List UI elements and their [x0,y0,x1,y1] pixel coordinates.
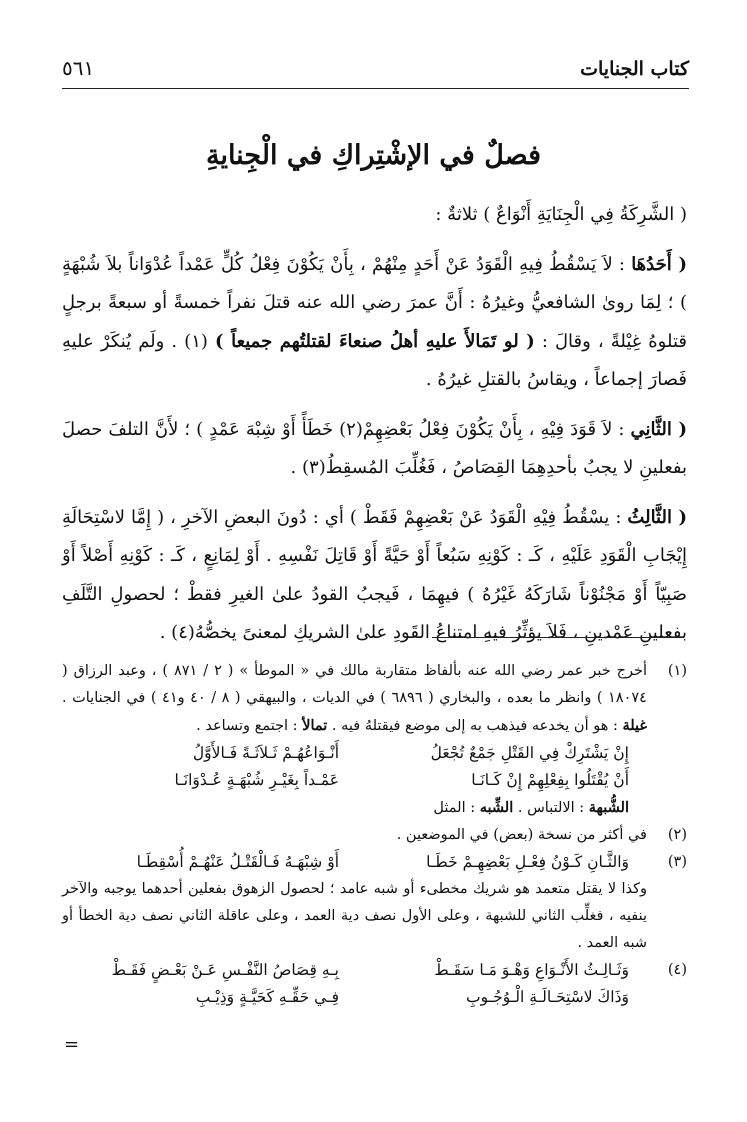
gloss-term: الشِّبه [479,799,514,816]
verse-hemistich: بِـهِ قِصَاصُ النَّفْـسِ عَـنْ بَعْـضٍ فَقَـطْ [111,961,340,979]
verse-hemistich: عَمْـداً بِغَيْـرِ شُبْهَـةٍ عُـدْوَانَـا [174,771,340,789]
verse-line [62,984,647,1011]
verse-hemistich: أَوْ شِبْهَـهُ فَـالْقَتْـلُ عَنْهُـمْ أُسْقِطَـا [136,853,340,871]
footnote-number: (١) [667,663,687,679]
page-number: ٥٦١ [62,56,95,80]
verse-hemistich: أَنْـوَاعُهُـمْ ثَـلاَثَـةً فَـالأَوَّلُ [192,744,340,762]
gloss-line [62,794,647,822]
verse-hemistich: أَنْ يُقْتَلُوا بِفِعْلِهِمْ إِنْ كَـانَـا [471,771,629,789]
gloss-definition: : هو أن يخدعه فيذهب به إلى موضع فيقتلهُ فيه . [331,718,618,734]
verse-hemistich: وَثَـالِـثُ الأَنْـوَاعِ وَهْـوَ مَـا سَقَـطْ [434,961,629,979]
paragraph-third [62,499,687,653]
footnote-2 [62,822,687,849]
verse-line [62,849,647,876]
paragraph-second-lead: ( الثَّانِي [630,418,687,440]
main-text [62,196,687,653]
footnote-text: في أكثر من نسخة (بعض) في الموضعين . [396,827,647,843]
verse-line [62,740,647,767]
verse-hemistich: وَذَاكَ لاسْتِحَـالَـةِ الْـوُجُـوبِ [466,988,629,1006]
paragraph-third-text: : يسْقُطُ فِيْهِ الْقَوَدُ عَنْ بَعْضِهِمْ فَقَطْ ) أي : دُونَ البعضِ الآخرِ ، ( إِمَّا لاسْتِحَالَةِ إِيْجَابِ الْقَوَدِ عَلَيْهِ ، كَـ : كَوْنِهِ سَبُعاً أَوْ حَيَّةً أَوْ قَاتِلَ نَفْسِهِ . أَوْ لِمَانِعٍ ، كَـ : كَوْنِهِ أَصْلاً أَوْ صَبِيّاً أَوْ مَجْنُوْناً شَارَكَهُ غَيْرُهُ ) فيهِمَا ، فَيجبُ القودُ علىٰ الغيرِ فقطْ ؛ لحصولِ التَّلَفِ بفعلينِ عَمْدينِ ، فَلاَ يؤثِّرُ فيهِ امتناعُ القَودِ علىٰ الشريكِ لمعنىً يخصُّهُ(٤) . [62,506,687,643]
chapter-title: كتاب الجنايات [580,58,689,80]
verse-hemistich: إِنْ يَشْتَرِكْ فِي القَتْلِ جَمْعٌ تُجْعَلُ [430,744,629,762]
footnote-separator [432,637,684,638]
paragraph-third-lead: ( الثَّالِثُ [627,506,688,528]
footnote-number: (٢) [667,827,687,843]
paragraph-first [62,246,687,400]
footnote-text: أخرج خبر عمر رضي الله عنه بألفاظ متقاربة مالك في « الموطأ » ( ٢ / ٨٧١ ) ، وعبد الرزاق ( ١٨٠٧٤ ) وانظر ما بعده ، والبخاري ( ٦٨٩٦ ) في الديات ، والبيهقي ( ٨ / ٤٠ و٤١ ) في الجنايات . [62,663,647,706]
header-rule [62,88,689,89]
paragraph-first-text: : لاَ يَسْقُطُ فِيهِ الْقَوَدُ عَنْ أَحَدٍ مِنْهُمْ ، بِأَنْ يَكُوْنَ فِعْلُ كُلٍّ عَمْداً عُدْوَاناً بلاَ شُبْهَةٍ ) ؛ لِمَا روىٰ الشافعيُّ وغيرُهُ : أَنَّ عمرَ رضي الله عنه قتلَ نفراً خمسةً أو سبعةً برجلٍ قتلوهُ غِيْلةً ، وقالَ : [62,253,687,352]
paragraph-second [62,411,687,488]
footnote-text: وكذا لا يقتل متعمد هو شريك مخطىء أو شبه عامد ؛ لحصول الزهوق بفعلين أحدهما يوجبه والآخر ينفيه ، فغلِّب الثاني للشبهة ، وعلى الأول نصف دية العمد ، وعلى عاقلة الثاني نصف دية الخطأ أو شبه العمد . [62,881,647,951]
verse-line [62,957,647,984]
paragraph-first-tail: (١) . ولَم يُنكَرْ عليهِ فَصارَ إجماعاً ، ويقاسُ بالقتلِ غيرُهُ . [62,330,687,390]
gloss-term: الشُّبهة [588,799,629,816]
paragraph-second-text: : لاَ قَوَدَ فِيْهِ ، بِأَنْ يَكُوْنَ فِعْلُ بَعْضِهِمْ(٢) خَطَأً أَوْ شِبْهَ عَمْدٍ ) ؛ لأَنَّ التلفَ حصلَ بفعلينِ لا يجبُ بأحدِهِمَا القِصَاصُ ، فَغُلِّبَ المُسقِطُ(٣) . [62,418,687,478]
gloss-term: غيلة [622,717,647,734]
section-title: فصلٌ في الإشْتِراكِ في الْجِنايةِ [205,140,542,171]
continuation-mark: = [64,1034,80,1055]
gloss-definition: : المثل [433,800,476,816]
footnote-number: (٣) [667,854,687,870]
paragraph-first-quote: ( لو تَمَالأَ عليهِ أهلُ صنعاءَ لقتلتُهم جميعاً ) [214,330,535,352]
gloss-definition: : الالتباس . [517,800,585,816]
running-header [62,56,689,80]
footnote-number: (٤) [667,962,687,978]
paragraph-intro: ( الشَّرِكَةُ فِي الْجِنَايَةِ أَنْوَاعٌ ) ثلاثةٌ : [435,204,687,225]
footnotes [62,658,687,1011]
footnote-1 [62,658,687,822]
verse-line [62,767,647,794]
gloss-definition: : اجتمع وتساعد . [196,718,298,734]
gloss-term: تمالأ [302,717,328,734]
footnote-4 [62,957,687,1011]
verse-hemistich: وَالثَّـانِ كَـوْنُ فِعْـلِ بَعْضِهِـمْ خَطَـا [426,853,629,871]
verse-hemistich: فِـي حَقِّـهِ كَحَيَّـةٍ وَذِيْـبِ [195,988,340,1006]
paragraph-first-lead: ( أَحَدُهَا [631,253,687,275]
footnote-3 [62,849,687,957]
